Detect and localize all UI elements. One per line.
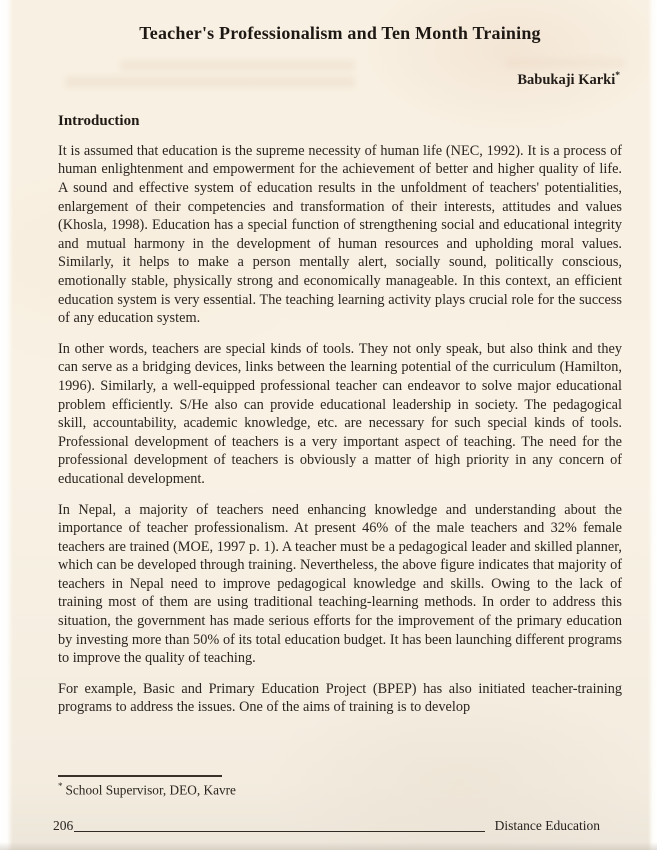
footnote-divider — [58, 775, 222, 777]
author-name: Babukaji Karki — [517, 71, 616, 88]
paragraph: In other words, teachers are special kinds of tools. They not only speak, but also think and they can serve as a bridging devices, links between the learning potential of the curriculum (Hamilton, 1996). Similarly, a well-equipped professional teacher can endeavor to solve major educational problem efficiently. S/He also can provide educational leadership in society. The pedagogical skill, accountability, academic knowledge, etc. are necessary for such special kinds of tools. Professional development of teachers is a very important aspect of teaching. The need for the professional development of teachers is obviously a matter of high priority in any concern of educational development. — [58, 340, 622, 487]
footnote — [58, 781, 378, 798]
article-body — [58, 142, 622, 717]
paragraph: In Nepal, a majority of teachers need enhancing knowledge and understanding about the importance of teacher professionalism. At present 46% of the male teachers and 32% female teachers are trained (MOE, 1997 p. 1). A teacher must be a pedagogical leader and skilled planner, which can be developed through training. Nevertheless, the above figure indicates that majority of teachers in Nepal need to improve pedagogical knowledge and skills. Owing to the lack of training most of them are using traditional teaching-learning methods. In order to address this situation, the government has made serious efforts for the improvement of the primary education by investing more than 50% of its total education budget. It has been launching different programs to improve the quality of teaching. — [58, 501, 622, 667]
scan-edge-left — [0, 0, 13, 850]
page-number: 206 — [53, 818, 74, 833]
footnote-mark: * — [58, 780, 63, 791]
article-title: Teacher's Professionalism and Ten Month Training — [139, 23, 541, 43]
paragraph: For example, Basic and Primary Education Project (BPEP) has also initiated teacher-training programs to address the issues. One of the aims of training is to develop — [58, 680, 622, 716]
journal-name: Distance Education — [494, 818, 600, 833]
author-line — [58, 71, 622, 89]
page-footer — [53, 818, 600, 834]
footnote-block — [58, 775, 378, 798]
article-content — [58, 0, 622, 717]
scan-edge-bottom — [0, 842, 657, 850]
author-footnote-mark: * — [615, 71, 620, 81]
scan-edge-right — [648, 0, 657, 850]
footnote-label: School Supervisor, DEO, Kavre — [65, 782, 236, 797]
paragraph: It is assumed that education is the supreme necessity of human life (NEC, 1992). It is a process of human enlightenment and empowerment for the achievement of better and higher quality of life. A sound and effective system of education results in the unfoldment of teachers' potentialities, enlargement of their competencies and transformation of their interests, attitudes and values (Khosla, 1998). Education has a special function of strengthening social and educational integrity and mutual harmony in the development of human resources and upholding moral values. Similarly, it helps to make a person mentally alert, socially sound, politically conscious, emotionally stable, physically strong and economically manageable. In this context, an efficient education system is very essential. The teaching learning activity plays crucial role for the success of any education system. — [58, 142, 622, 327]
footer-rule — [74, 830, 484, 832]
section-heading: Introduction — [58, 112, 140, 129]
